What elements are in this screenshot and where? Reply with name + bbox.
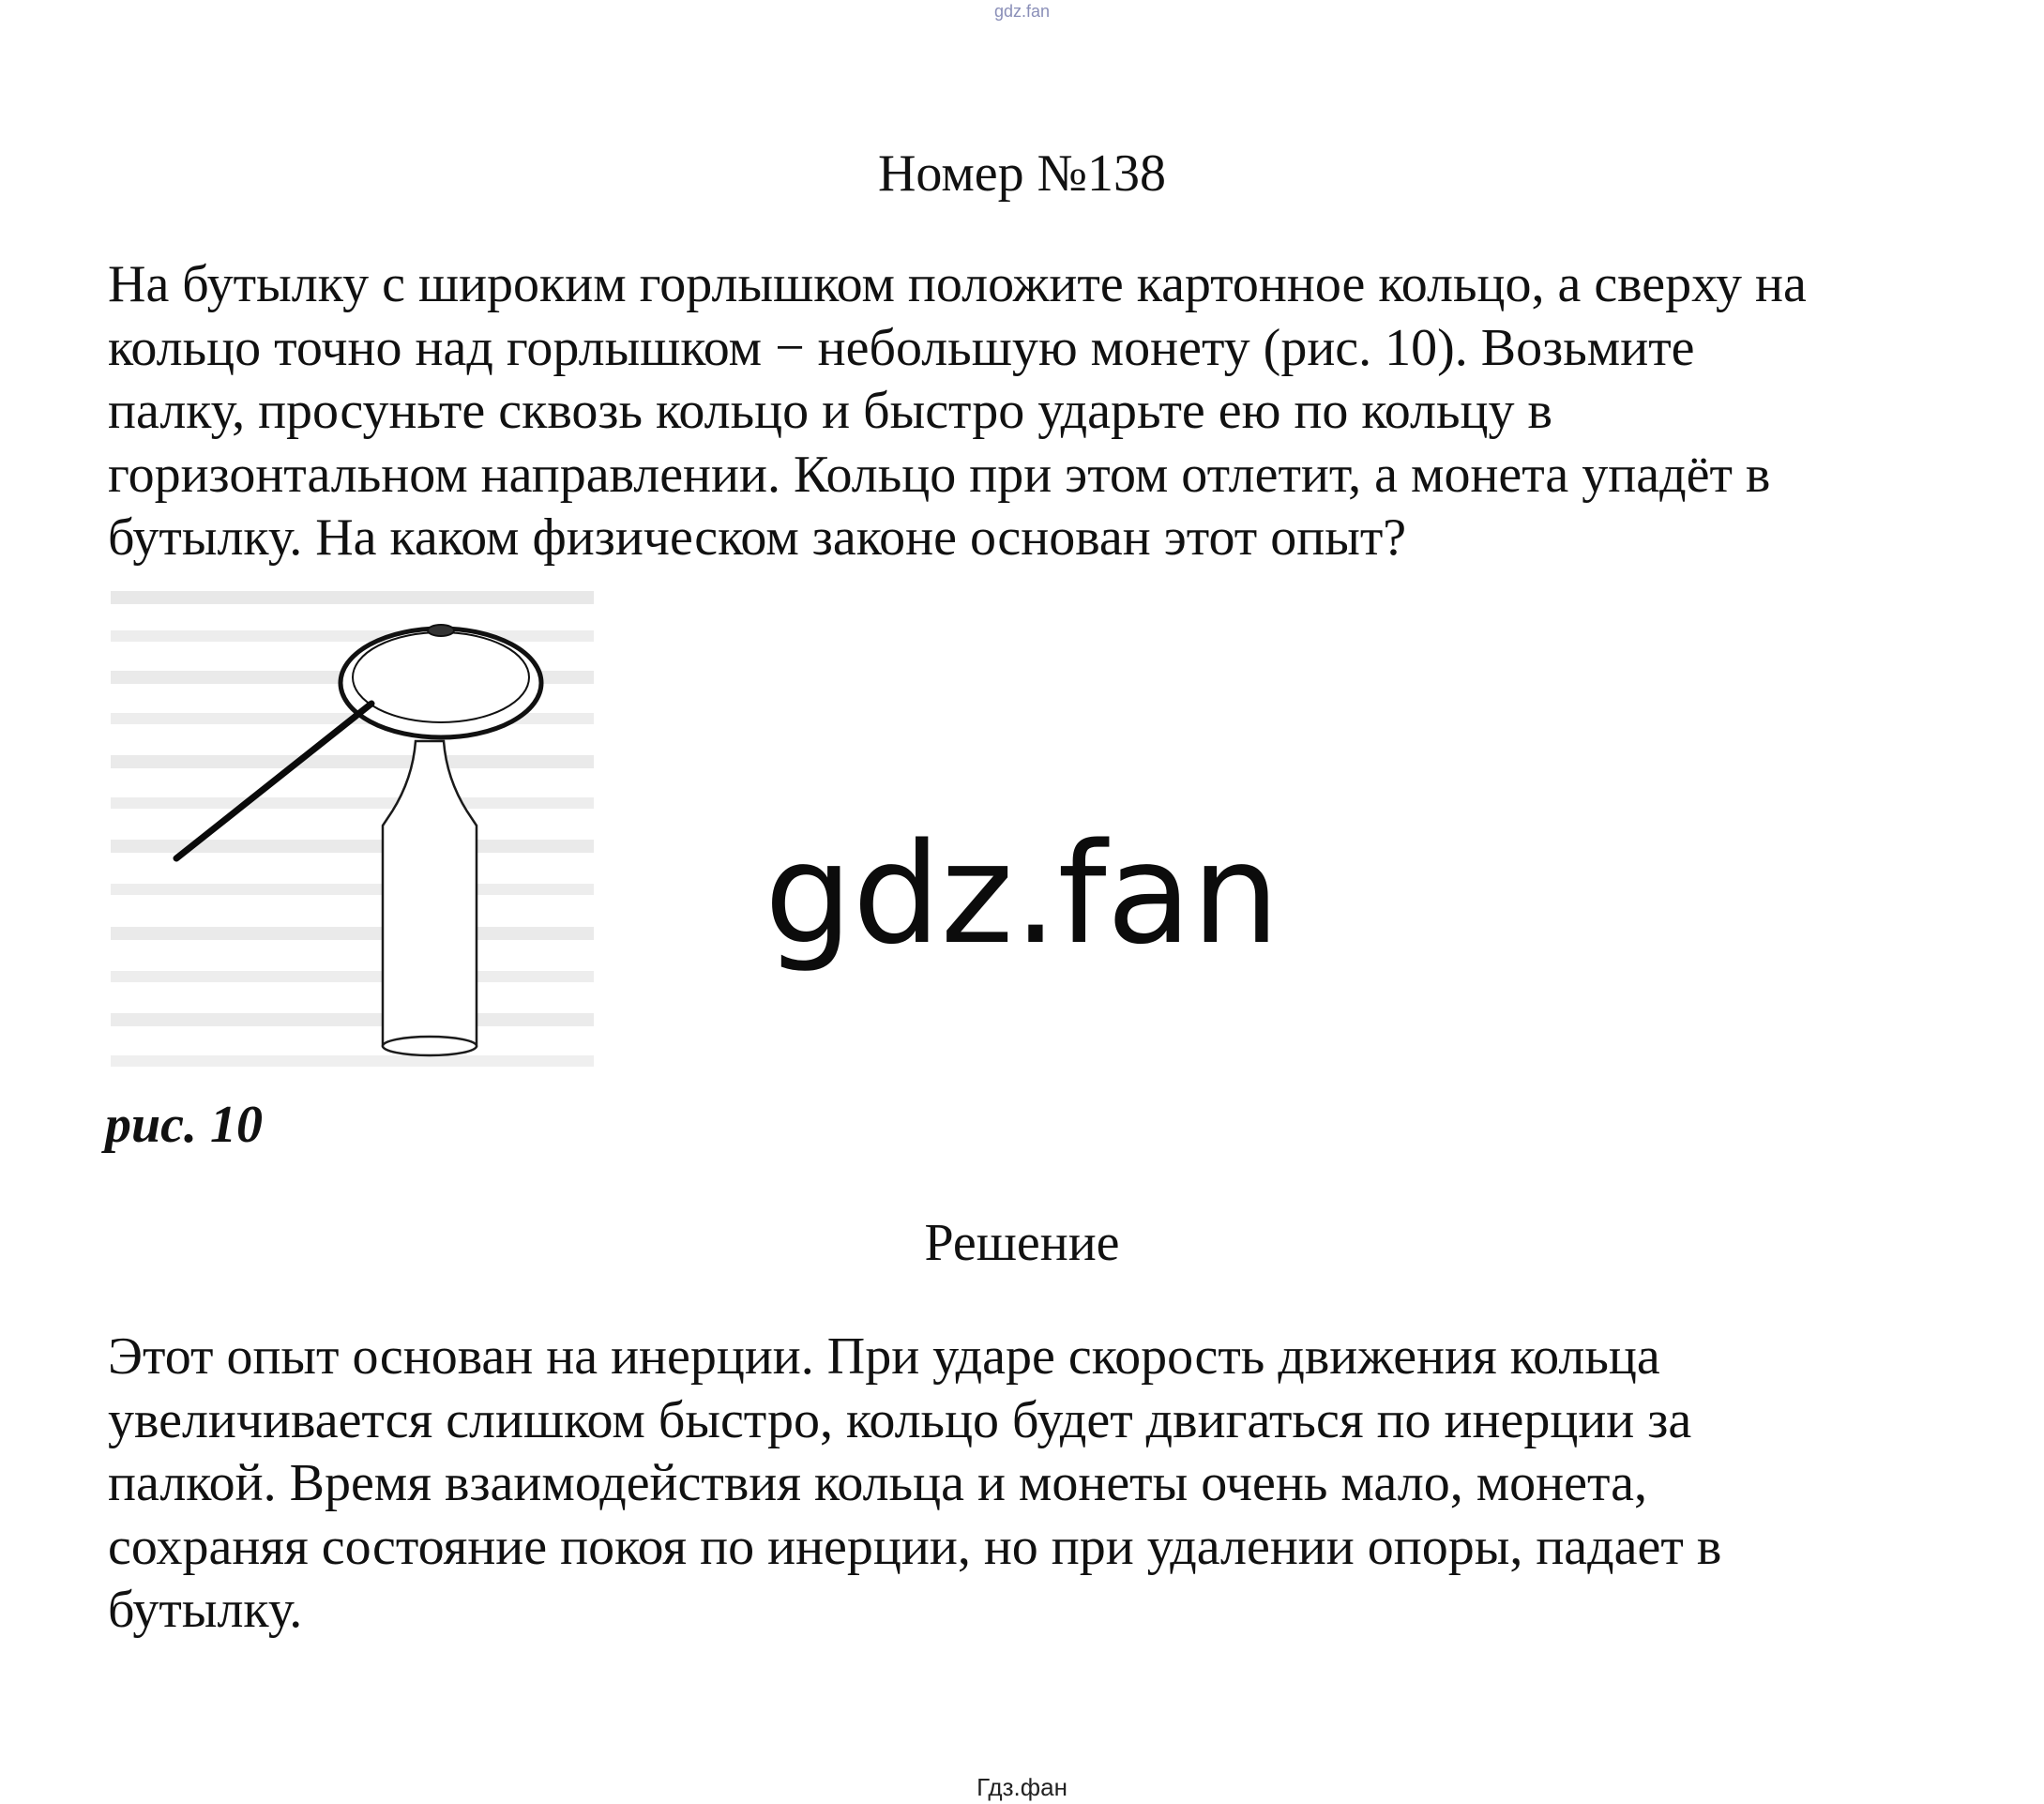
solution-text (108, 1326, 1984, 1643)
figure-caption: рис. 10 (105, 1096, 263, 1154)
solution-line: Этот опыт основан на инерции. При ударе скорость движения кольца (108, 1327, 1660, 1386)
cardboard-ring (341, 629, 541, 737)
coin (428, 625, 454, 636)
problem-line: На бутылку с широким горлышком положите картонное кольцо, а сверху на (108, 255, 1807, 313)
problem-text (108, 253, 1984, 570)
problem-line: кольцо точно над горлышком − небольшую монету (рис. 10). Возьмите (108, 318, 1695, 377)
solution-line: бутылку. (108, 1581, 303, 1639)
problem-title: Номер №138 (877, 144, 1167, 203)
top-site-mark: gdz.fan (993, 2, 1051, 21)
solution-line: увеличивается слишком быстро, кольцо будет двигаться по инерции за (108, 1390, 1692, 1449)
solution-heading: Решение (924, 1214, 1120, 1272)
solution-line: сохраняя состояние покоя по инерции, но при удалении опоры, падает в (108, 1517, 1722, 1576)
problem-line: бутылку. На каком физическом законе основан этот опыт? (108, 508, 1407, 567)
watermark-text: gdz.fan (764, 813, 1280, 975)
problem-line: палку, просуньте сквозь кольцо и быстро ударьте ею по кольцу в (108, 382, 1552, 440)
problem-line: горизонтальном направлении. Кольцо при этом отлетит, а монета упадёт в (108, 445, 1771, 504)
solution-line: палкой. Время взаимодействия кольца и монеты очень мало, монета, (108, 1454, 1647, 1512)
footer-site-mark: Гдз.фан (977, 1773, 1067, 1801)
